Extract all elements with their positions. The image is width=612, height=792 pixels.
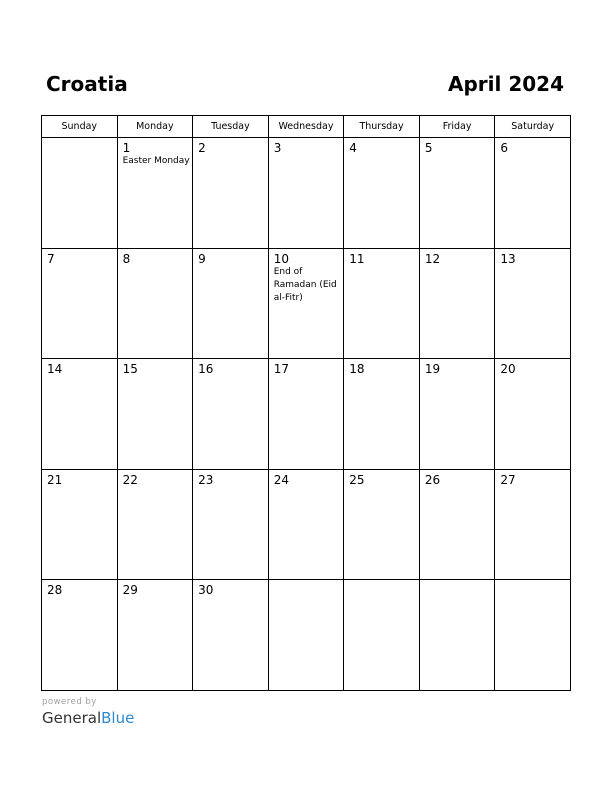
weekday-header-sunday: Sunday [42,116,118,138]
week-row [42,469,571,580]
country-title: Croatia [46,72,128,96]
day-cell [495,138,571,249]
calendar-grid [41,115,571,691]
holiday-label: End of Ramadan (Eid al-Fitr) [273,266,337,303]
day-number: 4 [349,141,357,155]
day-cell [42,580,118,691]
calendar-body [42,138,571,691]
day-cell [117,138,193,249]
day-number: 25 [349,472,365,487]
day-cell [344,469,420,580]
weekday-header-monday: Monday [117,116,193,138]
day-cell [344,359,420,470]
day-number: 20 [500,362,516,376]
day-number: 26 [424,472,441,487]
day-number: 12 [424,251,441,266]
day-number: 21 [47,472,63,487]
day-number: 27 [500,472,516,487]
day-cell [42,248,118,359]
week-row [42,248,571,359]
day-number: 28 [47,583,63,597]
week-row [42,580,571,691]
week-row [42,359,571,470]
brand-name-blue: Blue [101,709,135,727]
day-cell [193,138,269,249]
day-cell [419,248,495,359]
weekday-header-row [42,116,571,138]
day-cell [419,469,495,580]
day-number: 17 [273,362,289,376]
day-number: 13 [500,251,516,266]
day-number [42,138,117,141]
day-cell [42,359,118,470]
day-cell [495,469,571,580]
day-number: 30 [198,583,214,597]
day-cell [117,469,193,580]
powered-by-text: powered by [42,697,97,707]
day-cell [117,580,193,691]
brand-logo [42,708,134,728]
day-cell [193,580,269,691]
holiday-label: Easter Monday [122,156,190,166]
day-number [495,580,570,583]
day-number: 1 [122,141,131,155]
month-year-title: April 2024 [448,72,564,96]
day-cell [117,359,193,470]
day-number: 2 [198,141,206,155]
day-number: 19 [424,362,441,376]
day-number: 9 [198,251,206,266]
weekday-header-wednesday: Wednesday [268,116,344,138]
empty-day-cell [495,580,571,691]
day-cell [344,138,420,249]
week-row [42,138,571,249]
day-cell [268,469,344,580]
day-number: 5 [424,141,433,155]
day-number: 16 [198,362,214,376]
day-cell [495,359,571,470]
weekday-header-thursday: Thursday [344,116,420,138]
weekday-header-friday: Friday [419,116,495,138]
day-cell [193,469,269,580]
day-number: 23 [198,472,214,487]
day-cell [268,359,344,470]
brand-name-general: General [42,709,102,727]
day-cell [495,248,571,359]
day-number: 24 [273,472,289,487]
day-number [344,580,419,583]
day-cell [193,248,269,359]
footer [42,697,134,728]
day-number: 18 [349,362,365,376]
empty-day-cell [42,138,118,249]
day-number: 22 [122,472,138,487]
day-number: 10 [273,251,289,266]
day-cell [344,248,420,359]
weekday-header-tuesday: Tuesday [193,116,269,138]
day-number: 29 [122,583,138,597]
day-number: 11 [349,251,365,266]
day-cell [117,248,193,359]
day-cell [42,469,118,580]
weekday-header-saturday: Saturday [495,116,571,138]
day-cell [268,248,344,359]
day-cell [419,138,495,249]
empty-day-cell [268,580,344,691]
day-cell [268,138,344,249]
day-number [269,580,344,583]
day-cell [419,359,495,470]
day-number [420,580,495,583]
day-number: 6 [500,141,509,155]
day-number: 7 [47,251,55,266]
day-cell [193,359,269,470]
day-number: 14 [47,362,63,376]
empty-day-cell [344,580,420,691]
day-number: 15 [122,362,138,376]
day-number: 3 [273,141,282,155]
empty-day-cell [419,580,495,691]
day-number: 8 [122,251,131,266]
